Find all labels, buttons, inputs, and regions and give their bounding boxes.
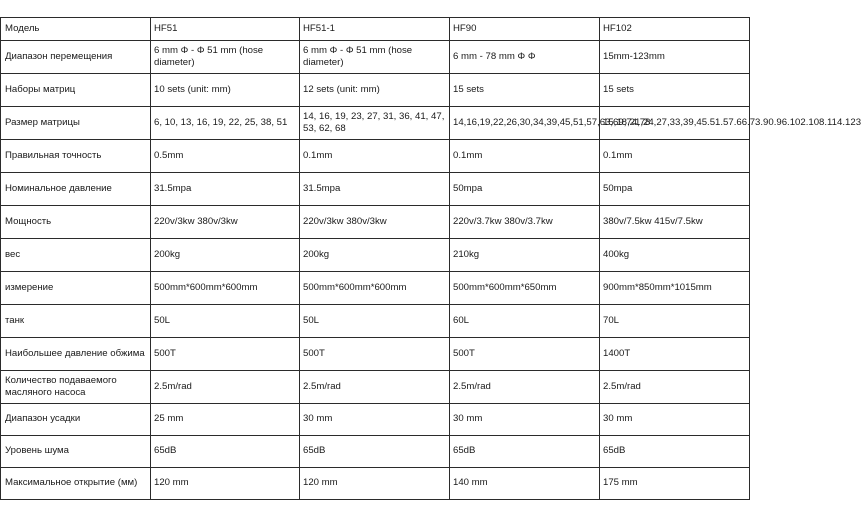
table-header-row bbox=[1, 18, 750, 41]
table-row bbox=[1, 173, 750, 206]
table-cell: 6 mm - 78 mm Φ Φ bbox=[450, 41, 600, 74]
table-cell: 15,18,21,24,27,33,39,45.51.57.66.73.90.96.102.108.114.123 bbox=[600, 107, 750, 140]
table-cell: 10 sets (unit: mm) bbox=[151, 74, 300, 107]
table-cell: 65dB bbox=[300, 436, 450, 468]
param-label: Мощность bbox=[1, 206, 151, 239]
table-cell: 2.5m/rad bbox=[600, 371, 750, 404]
table-cell: 6, 10, 13, 16, 19, 22, 25, 38, 51 bbox=[151, 107, 300, 140]
table-cell: 500mm*600mm*600mm bbox=[151, 272, 300, 305]
table-cell: 0.1mm bbox=[450, 140, 600, 173]
param-label: Правильная точность bbox=[1, 140, 151, 173]
table-cell: 900mm*850mm*1015mm bbox=[600, 272, 750, 305]
table-cell: 0.1mm bbox=[300, 140, 450, 173]
table-cell: 400kg bbox=[600, 239, 750, 272]
table-cell: 30 mm bbox=[600, 404, 750, 436]
param-label: танк bbox=[1, 305, 151, 338]
table-cell: 2.5m/rad bbox=[450, 371, 600, 404]
param-label: вес bbox=[1, 239, 151, 272]
table-row bbox=[1, 338, 750, 371]
table-row bbox=[1, 107, 750, 140]
header-cell-hf51: HF51 bbox=[151, 18, 300, 41]
table-cell: 14, 16, 19, 23, 27, 31, 36, 41, 47, 53, 62, 68 bbox=[300, 107, 450, 140]
param-label: Максимальное открытие (мм) bbox=[1, 468, 151, 500]
table-cell: 210kg bbox=[450, 239, 600, 272]
table-cell: 30 mm bbox=[450, 404, 600, 436]
table-row bbox=[1, 436, 750, 468]
table-row bbox=[1, 140, 750, 173]
table-cell: 70L bbox=[600, 305, 750, 338]
table-cell: 31.5mpa bbox=[300, 173, 450, 206]
table-row bbox=[1, 206, 750, 239]
table-cell: 6 mm Φ - Φ 51 mm (hose diameter) bbox=[151, 41, 300, 74]
table-cell: 15 sets bbox=[600, 74, 750, 107]
table-row bbox=[1, 74, 750, 107]
table-cell: 50mpa bbox=[450, 173, 600, 206]
table-cell: 2.5m/rad bbox=[300, 371, 450, 404]
table-cell: 220v/3kw 380v/3kw bbox=[151, 206, 300, 239]
param-label: измерение bbox=[1, 272, 151, 305]
table-cell: 500T bbox=[300, 338, 450, 371]
table-row bbox=[1, 468, 750, 500]
table-cell: 0.5mm bbox=[151, 140, 300, 173]
table-cell: 120 mm bbox=[151, 468, 300, 500]
header-cell-hf90: HF90 bbox=[450, 18, 600, 41]
table-cell: 200kg bbox=[151, 239, 300, 272]
param-label: Наборы матриц bbox=[1, 74, 151, 107]
param-label: Размер матрицы bbox=[1, 107, 151, 140]
header-cell-model: Модель bbox=[1, 18, 151, 41]
table-row bbox=[1, 239, 750, 272]
table-cell: 2.5m/rad bbox=[151, 371, 300, 404]
param-label: Номинальное давление bbox=[1, 173, 151, 206]
param-label: Наибольшее давление обжима bbox=[1, 338, 151, 371]
header-cell-hf51-1: HF51-1 bbox=[300, 18, 450, 41]
table-cell: 120 mm bbox=[300, 468, 450, 500]
table-cell: 50L bbox=[151, 305, 300, 338]
table-row bbox=[1, 41, 750, 74]
table-cell: 50mpa bbox=[600, 173, 750, 206]
table-cell: 15mm-123mm bbox=[600, 41, 750, 74]
table-cell: 500T bbox=[450, 338, 600, 371]
table-row bbox=[1, 272, 750, 305]
table-cell: 220v/3kw 380v/3kw bbox=[300, 206, 450, 239]
table-cell: 12 sets (unit: mm) bbox=[300, 74, 450, 107]
table-cell: 65dB bbox=[600, 436, 750, 468]
table-cell: 6 mm Φ - Φ 51 mm (hose diameter) bbox=[300, 41, 450, 74]
table-cell: 500mm*600mm*600mm bbox=[300, 272, 450, 305]
table-cell: 380v/7.5kw 415v/7.5kw bbox=[600, 206, 750, 239]
param-label: Количество подаваемого масляного насоса bbox=[1, 371, 151, 404]
table-cell: 175 mm bbox=[600, 468, 750, 500]
table-cell: 15 sets bbox=[450, 74, 600, 107]
table-cell: 1400T bbox=[600, 338, 750, 371]
table-row bbox=[1, 371, 750, 404]
table-cell: 31.5mpa bbox=[151, 173, 300, 206]
table-cell: 60L bbox=[450, 305, 600, 338]
table-cell: 65dB bbox=[450, 436, 600, 468]
table-cell: 140 mm bbox=[450, 468, 600, 500]
table-cell: 14,16,19,22,26,30,34,39,45,51,57,63,69,74,78 bbox=[450, 107, 600, 140]
table-cell: 30 mm bbox=[300, 404, 450, 436]
table-cell: 25 mm bbox=[151, 404, 300, 436]
table-cell: 500T bbox=[151, 338, 300, 371]
table-row bbox=[1, 404, 750, 436]
table-cell: 65dB bbox=[151, 436, 300, 468]
param-label: Диапазон перемещения bbox=[1, 41, 151, 74]
spec-table bbox=[0, 17, 861, 500]
header-cell-hf102: HF102 bbox=[600, 18, 750, 41]
table-cell: 220v/3.7kw 380v/3.7kw bbox=[450, 206, 600, 239]
table-cell: 200kg bbox=[300, 239, 450, 272]
param-label: Диапазон усадки bbox=[1, 404, 151, 436]
param-label: Уровень шума bbox=[1, 436, 151, 468]
table-cell: 500mm*600mm*650mm bbox=[450, 272, 600, 305]
table-row bbox=[1, 305, 750, 338]
table-cell: 50L bbox=[300, 305, 450, 338]
table-cell: 0.1mm bbox=[600, 140, 750, 173]
